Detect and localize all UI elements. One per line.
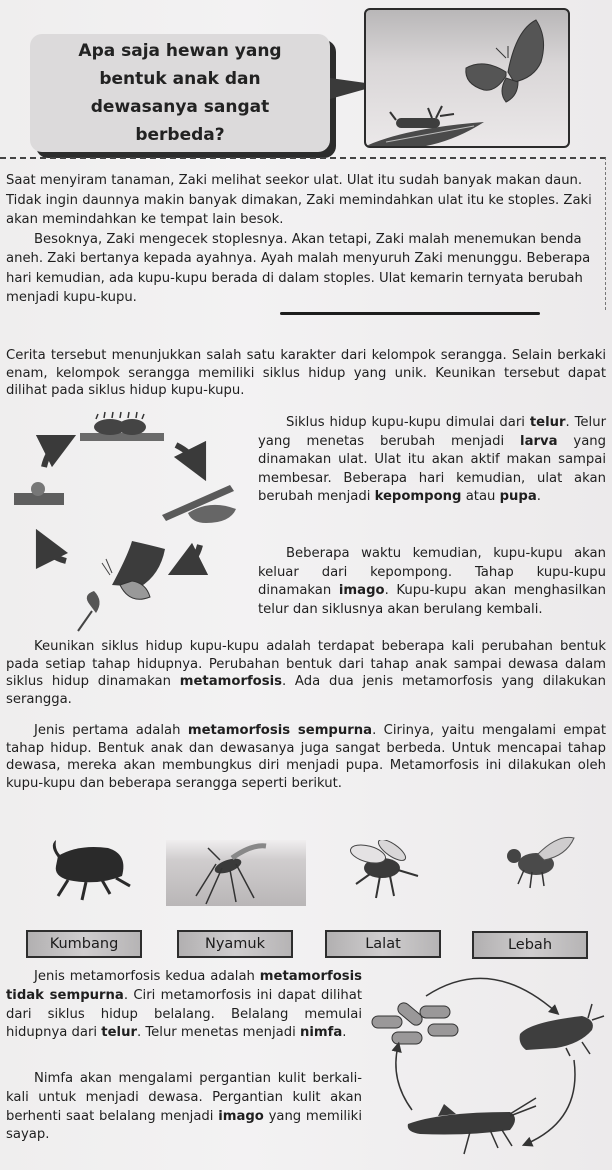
term-metamorfosis-sempurna: metamorfosis sempurna (187, 723, 373, 738)
question-text: Apa saja hewan yang bentuk anak dan dewasanya sangat berbeda? (78, 41, 282, 145)
term-metamorfosis: metamorfosis (179, 674, 282, 689)
header-illustration (364, 8, 570, 148)
term-pupa: pupa (499, 489, 537, 505)
butterfly-life-cycle-diagram (0, 405, 260, 635)
term-imago: imago (218, 1108, 264, 1124)
butterfly-cycle-paragraph-2: Beberapa waktu kemudian, kupu-kupu akan keluar dari kepompong. Tahap kupu-kupu dinamakan imago. Kupu-kupu akan menghasilkan telur dan siklusnya akan berulang kembali. (258, 546, 606, 617)
story-paragraph: Saat menyiram tanaman, Zaki melihat seekor ulat. Ulat itu sudah banyak makan daun. Tidak ingin daunnya makin banyak dimakan, Zaki memindahkan ulat itu ke stoples. Zaki akan memindahkan ke tempat lain besok. (6, 173, 592, 227)
fly-icon (340, 840, 430, 906)
term-telur: telur (101, 1025, 137, 1041)
grasshopper-life-cycle-diagram (360, 960, 612, 1170)
term-larva: larva (520, 433, 558, 449)
label-lebah: Lebah (472, 931, 588, 959)
label-kumbang: Kumbang (26, 930, 142, 958)
cycle-arrows (44, 443, 200, 567)
story-paragraph: Besoknya, Zaki mengecek stoplesnya. Akan tetapi, Zaki malah menemukan benda aneh. Zaki bertanya kepada ayahnya. Ayah malah menyuruh Zaki menunggu. Beberapa hari kemudian, ada kupu-kupu berada di dalam stoples. Ulat kemarin ternyata berubah menjadi kupu-kupu. (6, 231, 591, 305)
nymph-paragraph: Nimfa akan mengalami pergantian kulit berkali-kali untuk menjadi dewasa. Pergantian kulit akan berhenti saat belalang menjadi imago yang memiliki sayap. (6, 1071, 362, 1143)
divider (280, 312, 540, 315)
label-lalat: Lalat (325, 930, 441, 958)
term-kepompong: kepompong (374, 489, 462, 505)
bee-icon (488, 834, 578, 896)
label-nyamuk: Nyamuk (177, 930, 293, 958)
term-metamorfosis-tidak-sempurna: metamorfosis tidak sempurna (6, 969, 362, 1003)
incomplete-metamorphosis-paragraph: Jenis metamorfosis kedua adalah metamorfosis tidak sempurna. Ciri metamorfosis ini dapat dilihat dari siklus hidup belalang. Belalang memulai hidupnya dari telur. Telur menetas menjadi nimfa. (6, 969, 362, 1041)
caterpillar-stage-icon (80, 412, 164, 441)
term-nimfa: nimfa (299, 1025, 343, 1041)
mosquito-icon (166, 840, 306, 906)
metamorphosis-paragraph: Keunikan siklus hidup kupu-kupu adalah terdapat beberapa kali perubahan bentuk pada setiap tahap hidupnya. Perubahan bentuk dari tahap anak sampai dewasa dalam siklus hidup dinamakan metamorfosis. Ada dua jenis metamorfosis yang dilakukan serangga. (6, 639, 606, 707)
intro-paragraph: Cerita tersebut menunjukkan salah satu karakter dari kelompok serangga. Selain berkaki enam, kelompok serangga memiliki siklus hidup yang unik. Keunikan tersebut dapat dilihat pada siklus hidup kupu-kupu. (6, 348, 606, 398)
complete-metamorphosis-paragraph: Jenis pertama adalah metamorfosis sempurna. Cirinya, yaitu mengalami empat tahap hidup. Bentuk anak dan dewasanya juga sangat berbeda. Untuk mencapai tahap dewasa, mereka akan membungkus diri menjadi pupa. Metamorfosis ini dilakukan oleh kupu-kupu dan beberapa serangga seperti berikut. (6, 723, 606, 791)
question-bubble (30, 34, 330, 152)
caterpillar-on-leaf-icon (366, 106, 484, 146)
beetle-icon (38, 836, 134, 906)
pupa-stage-icon (162, 485, 236, 523)
nymph-icon (520, 1004, 604, 1056)
term-telur: telur (529, 415, 566, 430)
story-box (0, 157, 606, 310)
term-imago: imago (338, 583, 385, 599)
adult-grasshopper-icon (408, 1098, 536, 1154)
butterfly-cycle-paragraph-1: Siklus hidup kupu-kupu dimulai dari telur. Telur yang menetas berubah menjadi larva yang dinamakan ulat. Ulat itu akan aktif makan sampai membesar. Beberapa hari kemudian, ulat akan berubah menjadi kepompong atau pupa. (258, 415, 607, 505)
egg-cluster-icon (372, 1000, 458, 1044)
butterfly-icon (466, 20, 544, 102)
egg-stage-icon (14, 482, 64, 505)
adult-butterfly-stage-icon (78, 541, 165, 631)
